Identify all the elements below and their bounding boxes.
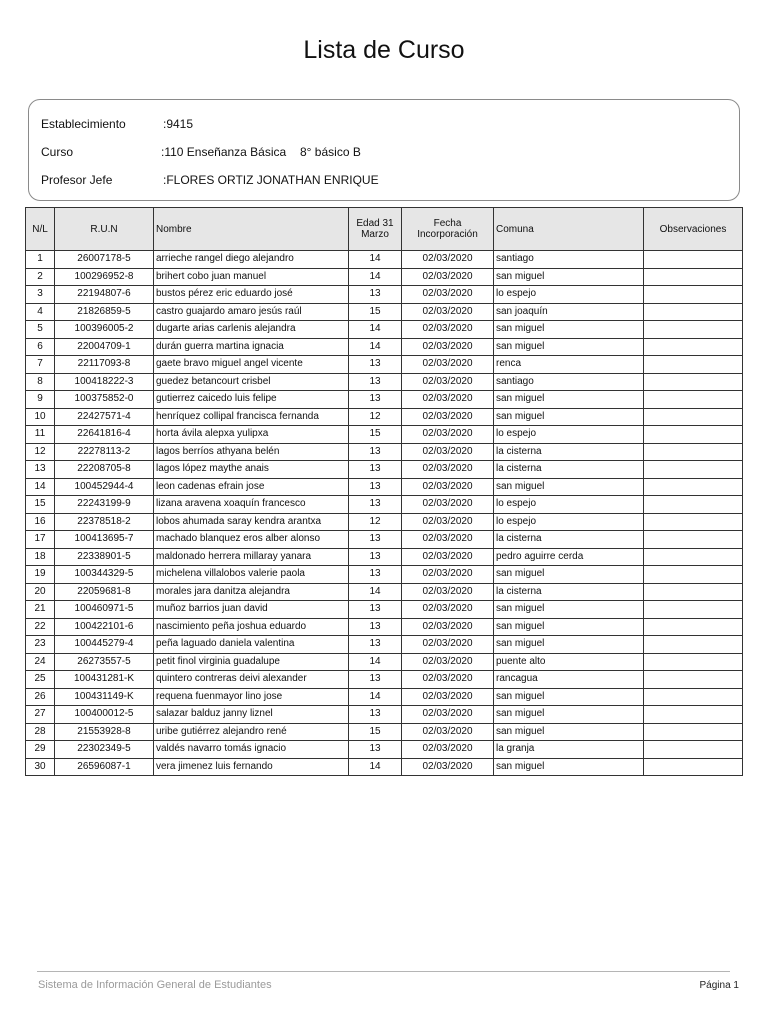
cell-fecha: 02/03/2020 — [402, 653, 494, 671]
table-row — [26, 583, 743, 601]
table-row — [26, 548, 743, 566]
cell-nombre: valdés navarro tomás ignacio — [154, 741, 349, 759]
cell-fecha: 02/03/2020 — [402, 496, 494, 514]
cell-observaciones — [644, 548, 743, 566]
cell-edad: 13 — [349, 741, 402, 759]
cell-fecha: 02/03/2020 — [402, 338, 494, 356]
cell-fecha: 02/03/2020 — [402, 601, 494, 619]
cell-observaciones — [644, 391, 743, 409]
cell-fecha: 02/03/2020 — [402, 566, 494, 584]
cell-nombre: muñoz barrios juan david — [154, 601, 349, 619]
roster-body — [26, 251, 743, 776]
header-comuna: Comuna — [494, 208, 644, 251]
cell-run: 22378518-2 — [55, 513, 154, 531]
cell-nombre: nascimiento peña joshua eduardo — [154, 618, 349, 636]
cell-edad: 13 — [349, 443, 402, 461]
cell-run: 22427571-4 — [55, 408, 154, 426]
table-row — [26, 496, 743, 514]
table-row — [26, 513, 743, 531]
cell-comuna: san miguel — [494, 758, 644, 776]
cell-nl: 13 — [26, 461, 55, 479]
curso-value: :110 Enseñanza Básica — [161, 145, 287, 159]
cell-nl: 25 — [26, 671, 55, 689]
cell-nl: 26 — [26, 688, 55, 706]
table-row — [26, 636, 743, 654]
cell-edad: 13 — [349, 548, 402, 566]
cell-edad: 13 — [349, 601, 402, 619]
cell-run: 100400012-5 — [55, 706, 154, 724]
cell-edad: 15 — [349, 303, 402, 321]
cell-nombre: horta ávila alepxa yulipxa — [154, 426, 349, 444]
cell-observaciones — [644, 758, 743, 776]
cell-comuna: la cisterna — [494, 531, 644, 549]
cell-edad: 13 — [349, 356, 402, 374]
cell-run: 100445279-4 — [55, 636, 154, 654]
cell-nl: 15 — [26, 496, 55, 514]
cell-comuna: lo espejo — [494, 426, 644, 444]
cell-fecha: 02/03/2020 — [402, 618, 494, 636]
cell-run: 100418222-3 — [55, 373, 154, 391]
cell-nl: 16 — [26, 513, 55, 531]
cell-observaciones — [644, 583, 743, 601]
cell-edad: 13 — [349, 636, 402, 654]
cell-run: 22004709-1 — [55, 338, 154, 356]
cell-fecha: 02/03/2020 — [402, 478, 494, 496]
cell-edad: 14 — [349, 688, 402, 706]
table-row — [26, 356, 743, 374]
cell-comuna: san miguel — [494, 723, 644, 741]
cell-edad: 13 — [349, 566, 402, 584]
cell-comuna: rancagua — [494, 671, 644, 689]
cell-run: 26007178-5 — [55, 251, 154, 269]
cell-fecha: 02/03/2020 — [402, 513, 494, 531]
cell-run: 100431149-K — [55, 688, 154, 706]
cell-run: 22208705-8 — [55, 461, 154, 479]
cell-nombre: castro guajardo amaro jesús raúl — [154, 303, 349, 321]
cell-nl: 6 — [26, 338, 55, 356]
cell-nl: 27 — [26, 706, 55, 724]
cell-nombre: machado blanquez eros alber alonso — [154, 531, 349, 549]
cell-fecha: 02/03/2020 — [402, 321, 494, 339]
cell-run: 100452944-4 — [55, 478, 154, 496]
cell-comuna: san miguel — [494, 321, 644, 339]
cell-nl: 5 — [26, 321, 55, 339]
cell-nl: 9 — [26, 391, 55, 409]
cell-nl: 14 — [26, 478, 55, 496]
cell-fecha: 02/03/2020 — [402, 723, 494, 741]
cell-nombre: salazar balduz janny liznel — [154, 706, 349, 724]
cell-observaciones — [644, 268, 743, 286]
cell-nl: 24 — [26, 653, 55, 671]
cell-comuna: santiago — [494, 251, 644, 269]
header-run: R.U.N — [55, 208, 154, 251]
curso-grade: 8° básico B — [300, 145, 361, 159]
cell-run: 21826859-5 — [55, 303, 154, 321]
cell-edad: 13 — [349, 478, 402, 496]
cell-nl: 2 — [26, 268, 55, 286]
establecimiento-label: Establecimiento — [41, 117, 126, 131]
cell-run: 22243199-9 — [55, 496, 154, 514]
cell-nombre: leon cadenas efrain jose — [154, 478, 349, 496]
cell-fecha: 02/03/2020 — [402, 286, 494, 304]
cell-comuna: san miguel — [494, 706, 644, 724]
cell-edad: 14 — [349, 321, 402, 339]
table-row — [26, 373, 743, 391]
cell-edad: 13 — [349, 461, 402, 479]
cell-observaciones — [644, 688, 743, 706]
cell-observaciones — [644, 286, 743, 304]
table-row — [26, 443, 743, 461]
cell-nl: 1 — [26, 251, 55, 269]
table-row — [26, 286, 743, 304]
cell-nl: 23 — [26, 636, 55, 654]
cell-edad: 14 — [349, 338, 402, 356]
header-fecha-line1: Fecha — [433, 218, 462, 229]
cell-nombre: brihert cobo juan manuel — [154, 268, 349, 286]
cell-nombre: lizana aravena xoaquín francesco — [154, 496, 349, 514]
cell-nombre: quintero contreras deivi alexander — [154, 671, 349, 689]
cell-nl: 12 — [26, 443, 55, 461]
cell-edad: 15 — [349, 426, 402, 444]
cell-edad: 13 — [349, 618, 402, 636]
cell-nombre: durán guerra martina ignacia — [154, 338, 349, 356]
cell-edad: 13 — [349, 671, 402, 689]
cell-observaciones — [644, 513, 743, 531]
cell-nl: 28 — [26, 723, 55, 741]
cell-observaciones — [644, 443, 743, 461]
cell-nl: 20 — [26, 583, 55, 601]
cell-nombre: vera jimenez luis fernando — [154, 758, 349, 776]
cell-observaciones — [644, 531, 743, 549]
cell-observaciones — [644, 251, 743, 269]
cell-observaciones — [644, 618, 743, 636]
cell-fecha: 02/03/2020 — [402, 251, 494, 269]
cell-nombre: bustos pérez eric eduardo josé — [154, 286, 349, 304]
cell-comuna: san miguel — [494, 268, 644, 286]
cell-edad: 13 — [349, 286, 402, 304]
cell-comuna: san miguel — [494, 338, 644, 356]
cell-fecha: 02/03/2020 — [402, 268, 494, 286]
cell-edad: 14 — [349, 653, 402, 671]
cell-fecha: 02/03/2020 — [402, 583, 494, 601]
cell-nl: 30 — [26, 758, 55, 776]
cell-nl: 19 — [26, 566, 55, 584]
cell-comuna: puente alto — [494, 653, 644, 671]
cell-run: 26596087-1 — [55, 758, 154, 776]
header-nombre: Nombre — [154, 208, 349, 251]
cell-observaciones — [644, 653, 743, 671]
table-row — [26, 478, 743, 496]
header-edad-line1: Edad 31 — [356, 218, 394, 229]
cell-edad: 14 — [349, 251, 402, 269]
cell-comuna: san miguel — [494, 618, 644, 636]
cell-fecha: 02/03/2020 — [402, 391, 494, 409]
table-row — [26, 758, 743, 776]
cell-nombre: michelena villalobos valerie paola — [154, 566, 349, 584]
cell-nombre: lagos lópez maythe anais — [154, 461, 349, 479]
cell-fecha: 02/03/2020 — [402, 706, 494, 724]
cell-fecha: 02/03/2020 — [402, 758, 494, 776]
cell-fecha: 02/03/2020 — [402, 636, 494, 654]
table-row — [26, 303, 743, 321]
cell-edad: 15 — [349, 723, 402, 741]
profesor-label: Profesor Jefe — [41, 173, 113, 187]
cell-run: 22302349-5 — [55, 741, 154, 759]
header-observaciones: Observaciones — [644, 208, 743, 251]
cell-run: 100413695-7 — [55, 531, 154, 549]
cell-comuna: lo espejo — [494, 286, 644, 304]
cell-nombre: requena fuenmayor lino jose — [154, 688, 349, 706]
cell-edad: 12 — [349, 513, 402, 531]
cell-observaciones — [644, 601, 743, 619]
cell-nombre: arrieche rangel diego alejandro — [154, 251, 349, 269]
cell-nombre: morales jara danitza alejandra — [154, 583, 349, 601]
cell-observaciones — [644, 321, 743, 339]
cell-comuna: la cisterna — [494, 461, 644, 479]
cell-fecha: 02/03/2020 — [402, 426, 494, 444]
cell-fecha: 02/03/2020 — [402, 741, 494, 759]
cell-edad: 13 — [349, 391, 402, 409]
cell-run: 21553928-8 — [55, 723, 154, 741]
cell-observaciones — [644, 426, 743, 444]
cell-observaciones — [644, 356, 743, 374]
cell-edad: 13 — [349, 706, 402, 724]
cell-nl: 18 — [26, 548, 55, 566]
cell-comuna: san miguel — [494, 688, 644, 706]
cell-observaciones — [644, 478, 743, 496]
cell-nombre: maldonado herrera millaray yanara — [154, 548, 349, 566]
cell-run: 26273557-5 — [55, 653, 154, 671]
cell-edad: 13 — [349, 531, 402, 549]
footer-page-number: Página 1 — [699, 980, 739, 991]
cell-comuna: san miguel — [494, 601, 644, 619]
cell-run: 22338901-5 — [55, 548, 154, 566]
table-row — [26, 741, 743, 759]
cell-run: 100296952-8 — [55, 268, 154, 286]
cell-nombre: gaete bravo miguel angel vicente — [154, 356, 349, 374]
cell-run: 22117093-8 — [55, 356, 154, 374]
establecimiento-value: :9415 — [163, 117, 194, 131]
cell-fecha: 02/03/2020 — [402, 688, 494, 706]
cell-nl: 10 — [26, 408, 55, 426]
cell-nombre: lagos berríos athyana belén — [154, 443, 349, 461]
cell-nombre: peña laguado daniela valentina — [154, 636, 349, 654]
table-row — [26, 426, 743, 444]
cell-run: 100344329-5 — [55, 566, 154, 584]
cell-run: 22641816-4 — [55, 426, 154, 444]
table-row — [26, 566, 743, 584]
cell-edad: 14 — [349, 268, 402, 286]
cell-comuna: la granja — [494, 741, 644, 759]
cell-nl: 8 — [26, 373, 55, 391]
table-row — [26, 461, 743, 479]
cell-run: 100375852-0 — [55, 391, 154, 409]
cell-comuna: la cisterna — [494, 583, 644, 601]
cell-comuna: san miguel — [494, 408, 644, 426]
table-row — [26, 268, 743, 286]
cell-nombre: petit finol virginia guadalupe — [154, 653, 349, 671]
table-row — [26, 653, 743, 671]
cell-nl: 21 — [26, 601, 55, 619]
cell-nl: 7 — [26, 356, 55, 374]
page-title: Lista de Curso — [303, 36, 465, 64]
cell-nombre: lobos ahumada saray kendra arantxa — [154, 513, 349, 531]
cell-run: 22194807-6 — [55, 286, 154, 304]
cell-run: 22059681-8 — [55, 583, 154, 601]
table-row — [26, 321, 743, 339]
footer-divider — [37, 971, 730, 972]
cell-nl: 11 — [26, 426, 55, 444]
table-row — [26, 338, 743, 356]
table-row — [26, 601, 743, 619]
cell-edad: 13 — [349, 373, 402, 391]
table-row — [26, 723, 743, 741]
cell-observaciones — [644, 461, 743, 479]
cell-comuna: lo espejo — [494, 513, 644, 531]
cell-nombre: uribe gutiérrez alejandro rené — [154, 723, 349, 741]
cell-comuna: santiago — [494, 373, 644, 391]
cell-nombre: gutierrez caicedo luis felipe — [154, 391, 349, 409]
cell-edad: 13 — [349, 496, 402, 514]
cell-fecha: 02/03/2020 — [402, 548, 494, 566]
cell-nl: 4 — [26, 303, 55, 321]
cell-observaciones — [644, 706, 743, 724]
student-roster-table — [25, 207, 743, 776]
cell-observaciones — [644, 636, 743, 654]
cell-observaciones — [644, 723, 743, 741]
cell-nl: 3 — [26, 286, 55, 304]
cell-nl: 22 — [26, 618, 55, 636]
table-row — [26, 671, 743, 689]
cell-comuna: renca — [494, 356, 644, 374]
cell-run: 100460971-5 — [55, 601, 154, 619]
cell-edad: 12 — [349, 408, 402, 426]
cell-fecha: 02/03/2020 — [402, 373, 494, 391]
cell-nombre: henríquez collipal francisca fernanda — [154, 408, 349, 426]
cell-nl: 29 — [26, 741, 55, 759]
header-nl: N/L — [26, 208, 55, 251]
table-row — [26, 706, 743, 724]
table-row — [26, 688, 743, 706]
cell-comuna: san miguel — [494, 636, 644, 654]
header-edad — [349, 208, 402, 251]
curso-label: Curso — [41, 145, 74, 159]
cell-fecha: 02/03/2020 — [402, 443, 494, 461]
table-header-row — [26, 208, 743, 251]
cell-observaciones — [644, 303, 743, 321]
cell-comuna: san miguel — [494, 478, 644, 496]
table-row — [26, 391, 743, 409]
cell-edad: 14 — [349, 758, 402, 776]
cell-fecha: 02/03/2020 — [402, 303, 494, 321]
cell-edad: 14 — [349, 583, 402, 601]
header-fecha — [402, 208, 494, 251]
cell-fecha: 02/03/2020 — [402, 671, 494, 689]
cell-fecha: 02/03/2020 — [402, 356, 494, 374]
cell-comuna: san miguel — [494, 566, 644, 584]
cell-fecha: 02/03/2020 — [402, 408, 494, 426]
cell-fecha: 02/03/2020 — [402, 461, 494, 479]
header-fecha-line2: Incorporación — [417, 229, 478, 240]
table-row — [26, 618, 743, 636]
table-row — [26, 251, 743, 269]
cell-observaciones — [644, 373, 743, 391]
cell-observaciones — [644, 338, 743, 356]
cell-run: 100431281-K — [55, 671, 154, 689]
footer-system-name: Sistema de Información General de Estudiantes — [38, 979, 272, 991]
table-row — [26, 531, 743, 549]
cell-comuna: la cisterna — [494, 443, 644, 461]
cell-observaciones — [644, 408, 743, 426]
course-info-panel — [28, 99, 740, 201]
cell-comuna: lo espejo — [494, 496, 644, 514]
table-row — [26, 408, 743, 426]
cell-comuna: san joaquín — [494, 303, 644, 321]
cell-fecha: 02/03/2020 — [402, 531, 494, 549]
cell-comuna: san miguel — [494, 391, 644, 409]
cell-observaciones — [644, 741, 743, 759]
cell-nl: 17 — [26, 531, 55, 549]
cell-run: 22278113-2 — [55, 443, 154, 461]
profesor-value: :FLORES ORTIZ JONATHAN ENRIQUE — [163, 173, 379, 187]
cell-nombre: dugarte arias carlenis alejandra — [154, 321, 349, 339]
header-edad-line2: Marzo — [361, 229, 389, 240]
cell-observaciones — [644, 671, 743, 689]
cell-observaciones — [644, 496, 743, 514]
cell-run: 100396005-2 — [55, 321, 154, 339]
cell-nombre: guedez betancourt crisbel — [154, 373, 349, 391]
cell-comuna: pedro aguirre cerda — [494, 548, 644, 566]
cell-observaciones — [644, 566, 743, 584]
cell-run: 100422101-6 — [55, 618, 154, 636]
